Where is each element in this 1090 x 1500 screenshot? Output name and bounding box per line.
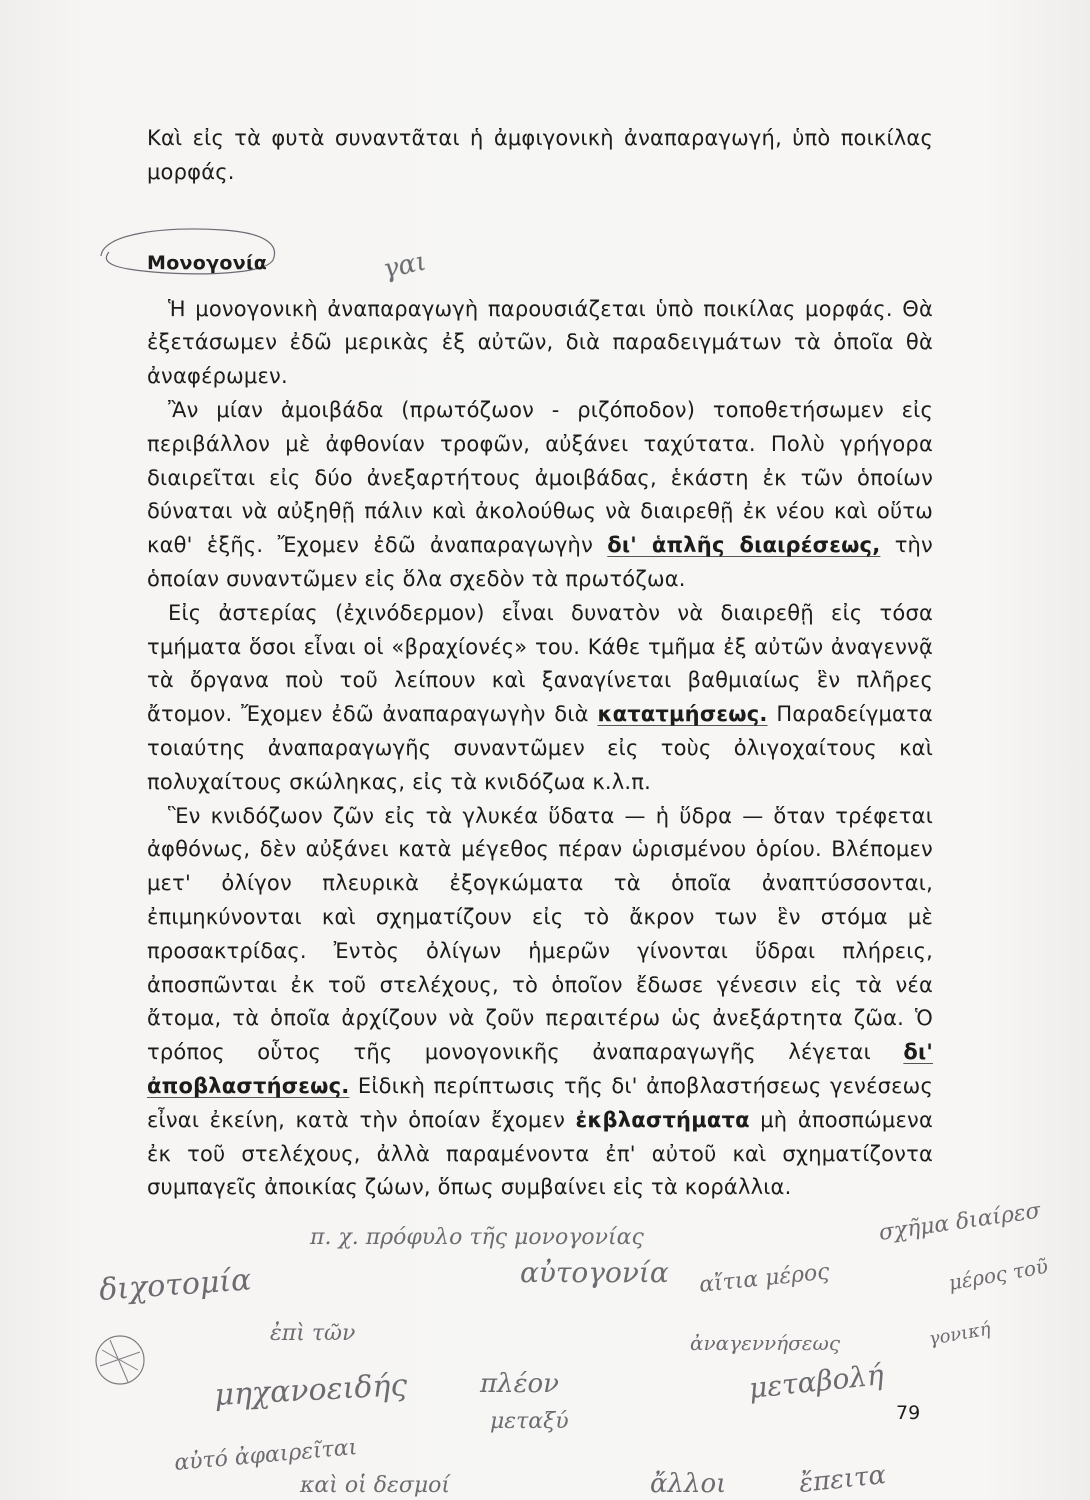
svg-text:π. χ. πρόφυλο τῆς μονογονί: π. χ. πρόφυλο τῆς μονογονίας	[310, 1225, 644, 1250]
hydra-text: Ἓν κνιδόζωον ζῶν εἰς τὰ γλυκέα ὕδατα — ἡ ὕδρα — ὅταν τρέφεται ἀφθόνως, δὲν αὐξάνει κατὰ μέγεθος πέραν ὡρισμένου ὁρίου. Βλέπομεν μετ' ὀλίγον πλευρικὰ ἐξογκώματα τὰ ὁποῖα ἀναπτύσσονται, ἐπιμηκύνονται καὶ σχηματίζουν εἰς τὸ ἄκρον των ἓν στόμα μὲ προσακτρίδας. Ἐντὸς ὀλίγων ἡμερῶν γίνονται ὕδραι πλήρεις, ἀποσπῶνται ἐκ τοῦ στελέχους, τὸ ὁποῖον ἔδωσε γένεσιν εἰς τὰ νέα ἄτομα, τὰ ὁποῖα ἀρχίζουν νὰ ζοῦν περαιτέρω ὡς ἀνεξάρτητα ζῶα. Ὁ τρόπος οὗτος τῆς μονογονικῆς ἀναπαραγωγῆς λέγεται	[147, 803, 933, 1065]
svg-text:καὶ οἱ δεσμοί: καὶ οἱ δεσμοί	[300, 1473, 451, 1498]
amoeba-text: Ἂν μίαν ἀμοιβάδα (πρωτόζωον - ριζόποδον) τοποθετήσωμεν εἰς περιβάλλον μὲ ἀφθονίαν τροφῶν, αὐξάνει ταχύτατα. Πολὺ γρήγορα διαιρεῖται εἰς δύο ἀνεξαρτήτους ἀμοιβάδας, ἑκάστη ἐκ τῶν ὁποίων δύναται νὰ αὐξηθῇ πάλιν καὶ ἀκολούθως νὰ διαιρεθῇ ἐκ νέου καὶ οὕτω καθ' ἑξῆς. Ἔχομεν ἐδῶ ἀναπαραγωγὴν	[147, 397, 933, 558]
svg-text:αἴτια μέρος: αἴτια μέρος	[698, 1259, 831, 1298]
svg-text:ἀναγεννήσεως: ἀναγεννήσεως	[690, 1331, 841, 1355]
paragraph-starfish	[147, 597, 933, 800]
svg-text:ἄλλοι: ἄλλοι	[650, 1469, 727, 1499]
svg-text:μεταξύ: μεταξύ	[490, 1409, 569, 1434]
svg-text:σχῆμα διαίρεσ: σχῆμα διαίρεσ	[877, 1198, 1043, 1246]
svg-text:αὐτογονία: αὐτογονία	[520, 1256, 669, 1289]
starfish-text: Εἰς ἀστερίας (ἐχινόδερμον) εἶναι δυνατὸν νὰ διαιρεθῇ εἰς τόσα τμήματα ὅσοι εἶναι οἱ «βραχίονές» του. Κάθε τμῆμα ἐξ αὐτῶν ἀναγεννᾷ τὰ ὄργανα ποὺ τοῦ λείπουν καὶ ξαναγίνεται βαθμιαίως ἓν πλῆρες ἄτομον. Ἔχομεν ἐδῶ ἀναπαραγωγὴν διὰ	[147, 600, 933, 727]
paragraph-monogony-intro: Ἡ μονογονικὴ ἀναπαραγωγὴ παρουσιάζεται ὑπὸ ποικίλας μορφάς. Θὰ ἐξετάσωμεν ἐδῶ μερικὰς ἐξ αὐτῶν, διὰ παραδειγμάτων τὰ ὁποῖα θὰ ἀναφέρωμεν.	[147, 296, 933, 389]
svg-text:αὐτό ἀφαιρεῖται: αὐτό ἀφαιρεῖται	[173, 1435, 359, 1476]
intro-paragraph: Καὶ εἰς τὰ φυτὰ συναντᾶται ἡ ἀμφιγονικὴ ἀναπαραγωγή, ὑπὸ ποικίλας μορφάς.	[147, 126, 933, 184]
hydra-text-mid: Εἰδικὴ περίπτωσις τῆς δι' ἀποβλαστήσεως γενέσεως εἶναι ἐκείνη, κατὰ τὴν ὁποίαν ἔχομεν	[147, 1073, 933, 1132]
text-body	[147, 122, 933, 1205]
paragraph-amoeba	[147, 394, 933, 597]
svg-text:γονική: γονική	[927, 1318, 993, 1350]
section-heading: Μονογονία	[147, 251, 268, 274]
svg-text:ἔπειτα: ἔπειτα	[797, 1460, 888, 1499]
svg-text:μηχανοειδής: μηχανοειδής	[213, 1367, 409, 1413]
svg-text:γαι: γαι	[380, 246, 429, 285]
term-fragmentation: κατατμήσεως.	[597, 702, 768, 727]
term-budding: δι' ἀποβλαστήσεως.	[147, 1040, 933, 1098]
svg-text:μέρος τοῦ: μέρος τοῦ	[946, 1253, 1050, 1295]
starfish-text-end: Παραδείγματα τοιαύτης ἀναπαραγωγῆς συναντῶμεν εἰς τοὺς ὀλιγοχαίτους καὶ πολυχαίτους σκώληκας, εἰς τὰ κνιδόζωα κ.λ.π.	[147, 702, 933, 794]
term-buds: ἐκβλαστήματα	[575, 1107, 750, 1132]
page-number: 79	[896, 1402, 921, 1424]
svg-text:διχοτομία: διχοτομία	[98, 1262, 253, 1308]
term-simple-division: δι' ἁπλῆς διαιρέσεως,	[607, 533, 881, 558]
hydra-text-end: μὴ ἀποσπώμενα ἐκ τοῦ στελέχους, ἀλλὰ παραμένοντα ἐπ' αὐτοῦ καὶ σχηματίζοντα συμπαγεῖς ἀποικίας ζώων, ὅπως συμβαίνει εἰς τὰ κοράλλια.	[147, 1107, 933, 1200]
svg-text:μεταβολή: μεταβολή	[747, 1358, 886, 1405]
svg-text:ἐπὶ τῶν: ἐπὶ τῶν	[270, 1321, 356, 1346]
amoeba-text-end: τὴν ὁποίαν συναντῶμεν εἰς ὅλα σχεδὸν τὰ πρωτόζωα.	[147, 533, 933, 591]
svg-text:πλέον: πλέον	[480, 1369, 559, 1399]
paragraph-hydra	[147, 800, 933, 1206]
